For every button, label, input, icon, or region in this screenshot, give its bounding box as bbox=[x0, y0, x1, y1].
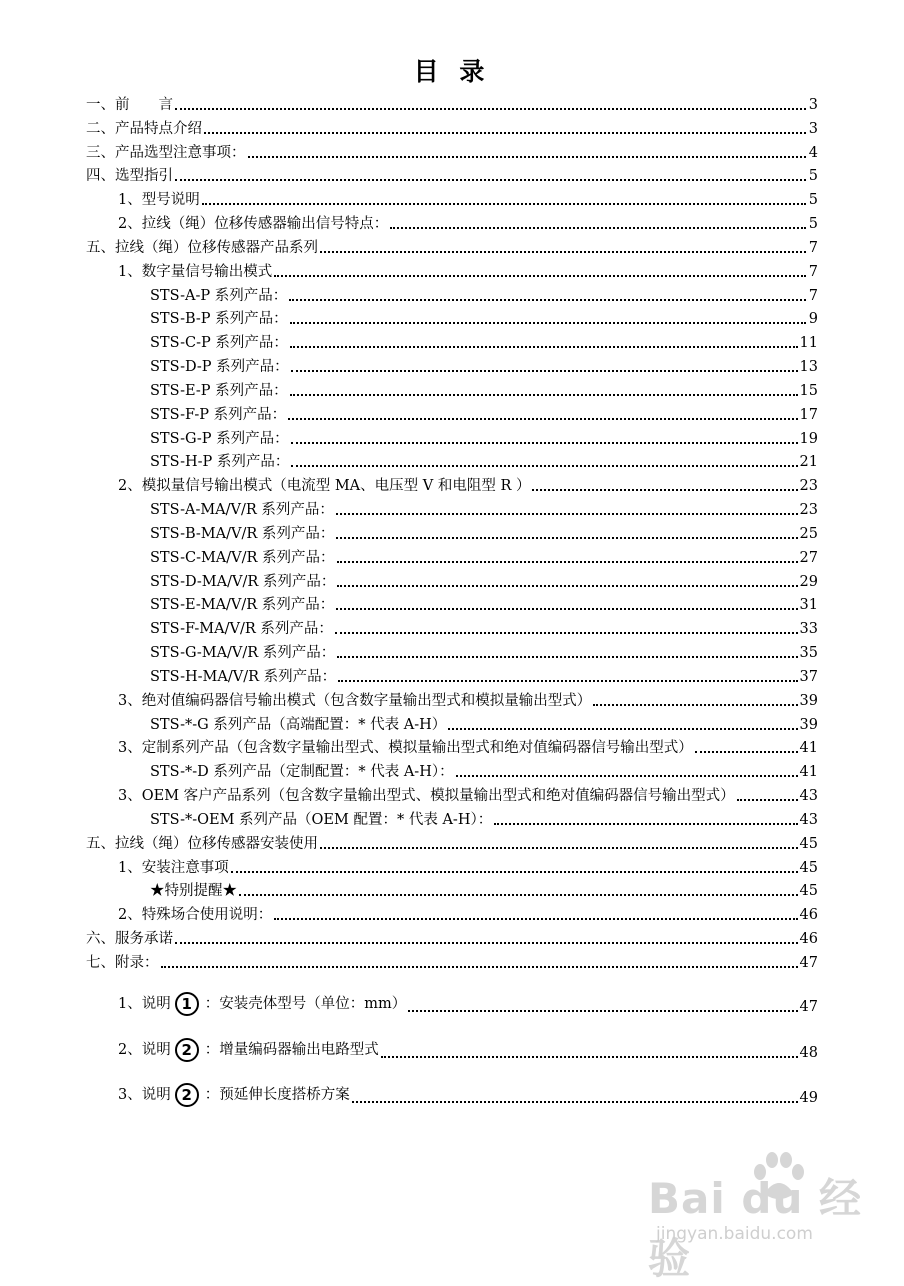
circled-number: 2 bbox=[175, 1038, 199, 1062]
page-number: 4 bbox=[808, 145, 818, 161]
dot-leader bbox=[289, 298, 806, 301]
dot-leader bbox=[274, 274, 806, 277]
toc-entry-absolute-encoder[interactable]: 3、绝对值编码器信号输出模式（包含数字量输出型式和模拟量输出型式） 39 bbox=[118, 693, 818, 709]
page-number: 39 bbox=[799, 717, 818, 733]
dot-leader bbox=[248, 155, 807, 158]
page-number: 37 bbox=[799, 669, 818, 685]
toc-entry-sts-d-p[interactable]: STS-D-P 系列产品： 13 bbox=[150, 359, 818, 375]
page-number: 41 bbox=[799, 740, 818, 756]
dot-leader bbox=[338, 679, 797, 682]
toc-entry-sts-f-p[interactable]: STS-F-P 系列产品： 17 bbox=[150, 407, 818, 423]
toc-entry-sts-c-p[interactable]: STS-C-P 系列产品： 11 bbox=[150, 335, 818, 351]
page-number: 45 bbox=[799, 836, 818, 852]
dot-leader bbox=[239, 893, 798, 896]
dot-leader bbox=[337, 655, 797, 658]
toc-entry-oem-series[interactable]: 3、OEM 客户产品系列（包含数字量输出型式、模拟量输出型式和绝对值编码器信号输出型式） 43 bbox=[118, 788, 818, 804]
dot-leader bbox=[390, 226, 806, 229]
page-number: 47 bbox=[799, 999, 818, 1015]
page-number: 7 bbox=[808, 288, 818, 304]
dot-leader bbox=[231, 870, 798, 873]
page-number: 5 bbox=[808, 168, 818, 184]
toc-entry-sts-oem[interactable]: STS-*-OEM 系列产品（OEM 配置：* 代表 A-H）： 43 bbox=[150, 812, 818, 828]
dot-leader bbox=[593, 703, 797, 706]
toc-entry-service[interactable]: 六、服务承诺 46 bbox=[86, 931, 818, 947]
dot-leader bbox=[532, 488, 797, 491]
page-number: 45 bbox=[799, 883, 818, 899]
page-number: 3 bbox=[808, 97, 818, 113]
toc-entry-sts-e-p[interactable]: STS-E-P 系列产品： 15 bbox=[150, 383, 818, 399]
page-number: 5 bbox=[808, 216, 818, 232]
toc-entry-selection-notes[interactable]: 三、产品选型注意事项： 4 bbox=[86, 145, 818, 161]
toc-entry-analog-output[interactable]: 2、模拟量信号输出模式（电流型 MA、电压型 V 和电阻型 R ） 23 bbox=[118, 478, 818, 494]
page-number: 48 bbox=[799, 1045, 818, 1061]
dot-leader bbox=[456, 774, 798, 777]
page-number: 47 bbox=[799, 955, 818, 971]
toc-entry-digital-output[interactable]: 1、数字量信号输出模式 7 bbox=[118, 264, 818, 280]
dot-leader bbox=[290, 345, 798, 348]
toc-entry-sts-a-ma[interactable]: STS-A-MA/V/R 系列产品： 23 bbox=[150, 502, 818, 518]
dot-leader bbox=[202, 202, 806, 205]
page-number: 43 bbox=[799, 812, 818, 828]
toc-entry-sts-h-p[interactable]: STS-H-P 系列产品： 21 bbox=[150, 454, 818, 470]
dot-leader bbox=[290, 393, 798, 396]
page-number: 43 bbox=[799, 788, 818, 804]
toc-entry-sts-c-ma[interactable]: STS-C-MA/V/R 系列产品： 27 bbox=[150, 550, 818, 566]
toc-title: 目 录 bbox=[413, 57, 491, 86]
page-number: 11 bbox=[799, 335, 818, 351]
dot-leader bbox=[408, 1009, 797, 1012]
toc-entry-features[interactable]: 二、产品特点介绍 3 bbox=[86, 121, 818, 137]
dot-leader bbox=[274, 917, 797, 920]
dot-leader bbox=[320, 250, 806, 253]
toc-entry-sts-g-ma[interactable]: STS-G-MA/V/R 系列产品： 35 bbox=[150, 645, 818, 661]
page-number: 39 bbox=[799, 693, 818, 709]
dot-leader bbox=[337, 560, 798, 563]
toc-entry-sts-d-series[interactable]: STS-*-D 系列产品（定制配置：* 代表 A-H）： 41 bbox=[150, 764, 818, 780]
dot-leader bbox=[291, 441, 798, 444]
dot-leader bbox=[336, 512, 798, 515]
watermark-text: Bai du 经验 bbox=[648, 1174, 862, 1283]
page-number: 23 bbox=[799, 478, 818, 494]
toc-entry-sts-f-ma[interactable]: STS-F-MA/V/R 系列产品： 33 bbox=[150, 621, 818, 637]
page-number: 27 bbox=[799, 550, 818, 566]
page-number: 46 bbox=[799, 931, 818, 947]
dot-leader bbox=[320, 846, 798, 849]
toc-entry-appendix[interactable]: 七、附录： 47 bbox=[86, 955, 818, 971]
page-number: 41 bbox=[799, 764, 818, 780]
page-number: 35 bbox=[799, 645, 818, 661]
dot-leader bbox=[288, 417, 797, 420]
dot-leader bbox=[175, 941, 798, 944]
dot-leader bbox=[291, 369, 798, 372]
toc-entry-special-reminder[interactable]: ★特别提醒★ 45 bbox=[150, 883, 818, 899]
dot-leader bbox=[695, 750, 798, 753]
page-number: 31 bbox=[799, 597, 818, 613]
page-number: 25 bbox=[799, 526, 818, 542]
toc-entry-appendix-3[interactable]: 3、说明 2 ：预延伸长度搭桥方案 49 bbox=[118, 1079, 818, 1107]
page-number: 7 bbox=[808, 240, 818, 256]
dot-leader bbox=[291, 464, 797, 467]
toc-entry-install-notes[interactable]: 1、安装注意事项 45 bbox=[118, 860, 818, 876]
toc-entry-sts-b-ma[interactable]: STS-B-MA/V/R 系列产品： 25 bbox=[150, 526, 818, 542]
circled-number: 2 bbox=[175, 1083, 199, 1107]
page-number: 33 bbox=[799, 621, 818, 637]
page-number: 21 bbox=[799, 454, 818, 470]
dot-leader bbox=[737, 798, 798, 801]
page-number: 9 bbox=[808, 311, 818, 327]
page-number: 49 bbox=[799, 1090, 818, 1106]
toc-entry-sts-b-p[interactable]: STS-B-P 系列产品： 9 bbox=[150, 311, 818, 327]
page-number: 23 bbox=[799, 502, 818, 518]
toc-entry-product-series[interactable]: 五、拉线（绳）位移传感器产品系列 7 bbox=[86, 240, 818, 256]
toc-entry-sts-g-series[interactable]: STS-*-G 系列产品（高端配置：* 代表 A-H） 39 bbox=[150, 717, 818, 733]
toc-entry-preface[interactable]: 一、前 言 3 bbox=[86, 97, 818, 113]
toc-entry-sts-h-ma[interactable]: STS-H-MA/V/R 系列产品： 37 bbox=[150, 669, 818, 685]
page-number: 19 bbox=[799, 431, 818, 447]
toc-entry-sts-g-p[interactable]: STS-G-P 系列产品： 19 bbox=[150, 431, 818, 447]
dot-leader bbox=[204, 131, 806, 134]
dot-leader bbox=[175, 178, 806, 181]
watermark-url: jingyan.baidu.com bbox=[656, 1224, 813, 1244]
toc-entry-model-description[interactable]: 1、型号说明 5 bbox=[118, 192, 818, 208]
toc-entry-appendix-2[interactable]: 2、说明 2 ：增量编码器输出电路型式 48 bbox=[118, 1034, 818, 1062]
dot-leader bbox=[161, 965, 798, 968]
toc-entry-special-usage[interactable]: 2、特殊场合使用说明： 46 bbox=[118, 907, 818, 923]
dot-leader bbox=[336, 607, 797, 610]
toc-entry-installation[interactable]: 五、拉线（绳）位移传感器安装使用 45 bbox=[86, 836, 818, 852]
dot-leader bbox=[175, 107, 806, 110]
dot-leader bbox=[290, 321, 806, 324]
page-number: 7 bbox=[808, 264, 818, 280]
dot-leader bbox=[494, 822, 797, 825]
toc-entry-sts-a-p[interactable]: STS-A-P 系列产品： 7 bbox=[150, 288, 818, 304]
toc-entry-selection-guide[interactable]: 四、选型指引 5 bbox=[86, 168, 818, 184]
page-number: 45 bbox=[799, 860, 818, 876]
toc-entry-custom-series[interactable]: 3、定制系列产品（包含数字量输出型式、模拟量输出型式和绝对值编码器信号输出型式） 41 bbox=[118, 740, 818, 756]
dot-leader bbox=[381, 1055, 798, 1058]
dot-leader bbox=[352, 1100, 798, 1103]
page-number: 29 bbox=[799, 574, 818, 590]
toc-entry-output-signal[interactable]: 2、拉线（绳）位移传感器输出信号特点： 5 bbox=[118, 216, 818, 232]
page-number: 46 bbox=[799, 907, 818, 923]
page-number: 17 bbox=[799, 407, 818, 423]
circled-number: 1 bbox=[175, 992, 199, 1016]
toc-entry-sts-d-ma[interactable]: STS-D-MA/V/R 系列产品： 29 bbox=[150, 574, 818, 590]
dot-leader bbox=[448, 727, 797, 730]
dot-leader bbox=[335, 631, 798, 634]
dot-leader bbox=[337, 584, 797, 587]
page-number: 3 bbox=[808, 121, 818, 137]
page-number: 15 bbox=[799, 383, 818, 399]
baidu-watermark bbox=[648, 1150, 868, 1283]
toc-entry-appendix-1[interactable]: 1、说明 1 ：安装壳体型号（单位：mm） 47 bbox=[118, 988, 818, 1016]
page-number: 13 bbox=[799, 359, 818, 375]
toc-entry-sts-e-ma[interactable]: STS-E-MA/V/R 系列产品： 31 bbox=[150, 597, 818, 613]
dot-leader bbox=[336, 536, 797, 539]
page-number: 5 bbox=[808, 192, 818, 208]
